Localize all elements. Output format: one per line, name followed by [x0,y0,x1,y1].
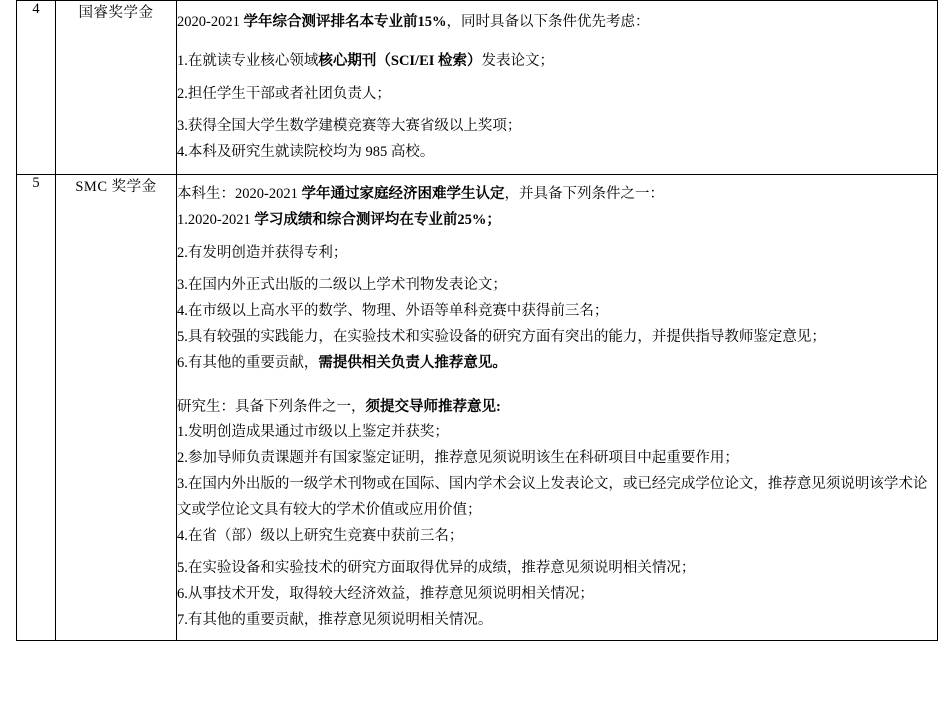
condition-line [177,273,937,299]
text-segment: 2.参加导师负责课题并有国家鉴定证明，推荐意见须说明该生在科研项目中起重要作用； [177,450,739,467]
text-segment: 学年综合测评排名本专业前15% [243,14,447,30]
condition-line [177,556,937,582]
text-segment: 2.担任学生干部或者社团负责人； [177,85,391,102]
row-number: 4 [17,1,56,175]
spacer [177,266,937,273]
condition-line [177,182,937,208]
condition-line [177,325,937,351]
text-segment: 7.有其他的重要贡献，推荐意见须说明相关情况。 [177,611,493,628]
text-segment: 1.发明创造成果通过市级以上鉴定并获奖； [177,424,449,441]
condition-line [177,446,937,472]
text-segment: 本科生：2020-2021 [177,185,302,202]
condition-line [177,208,937,234]
spacer [177,377,937,395]
condition-line [177,420,937,446]
condition-line [177,49,937,75]
condition-line [177,82,937,108]
text-segment: 核心期刊（SCI/EI 检索） [318,52,482,69]
text-segment: 3.在国内外出版的一级学术刊物或在国际、国内学术会议上发表论文，或已经完成学位论文，推荐意见须说明该学术论文或学位论文具有较大的学术价值或应用价值； [177,475,928,518]
text-segment: 学年通过家庭经济困难学生认定 [301,185,505,202]
text-segment: 3.获得全国大学生数学建模竞赛等大赛省级以上奖项； [177,118,522,135]
text-segment: 3.在国内外正式出版的二级以上学术刊物发表论文； [177,277,507,294]
condition-line [177,299,937,325]
text-segment: 学习成绩和综合测评均在专业前25%； [254,211,501,228]
text-segment: 4.本科及研究生就读院校均为 985 高校。 [177,144,435,161]
condition-line [177,241,937,267]
scholarship-name: 国睿奖学金 [56,1,177,175]
text-segment: 4.在市级以上高水平的数学、物理、外语等单科竞赛中获得前三名； [177,303,609,320]
scholarship-conditions [177,1,938,175]
table-row [17,1,938,175]
text-segment: 2.有发明创造并获得专利； [177,244,348,261]
scholarship-name: SMC 奖学金 [56,174,177,640]
condition-line [177,582,937,608]
spacer [177,75,937,82]
text-segment: 研究生：具备下列条件之一， [177,398,366,415]
spacer [177,549,937,556]
spacer [177,234,937,241]
text-segment: 须提交导师推荐意见: [365,398,501,415]
spacer [177,107,937,114]
text-segment: 1.在就读专业核心领域 [177,52,319,69]
row-number: 5 [17,174,56,640]
condition-line [177,351,937,377]
table-body [17,1,938,641]
text-segment: 5.在实验设备和实验技术的研究方面取得优异的成绩，推荐意见须说明相关情况； [177,560,696,577]
condition-line [177,395,937,421]
text-segment: ，并具备下列条件之一： [504,185,664,202]
text-segment: 发表论文； [481,52,555,69]
text-segment: 2020-2021 [177,14,244,30]
scholarship-conditions [177,174,938,640]
table-row [17,174,938,640]
text-segment: 5.具有较强的实践能力，在实验技术和实验设备的研究方面有突出的能力，并提供指导教师鉴定意见； [177,328,826,345]
spacer [177,36,937,49]
condition-line [177,10,937,36]
scholarship-table [16,0,938,641]
text-segment: 1.2020-2021 [177,211,255,228]
text-segment: 4.在省（部）级以上研究生竞赛中获前三名； [177,527,464,544]
text-segment: ，同时具备以下条件优先考虑： [446,14,650,30]
text-segment: 6.有其他的重要贡献， [177,354,319,371]
condition-line [177,114,937,140]
condition-line [177,608,937,634]
text-segment: 6.从事技术开发，取得较大经济效益，推荐意见须说明相关情况； [177,586,594,603]
text-segment: 需提供相关负责人推荐意见。 [318,354,507,371]
condition-line [177,472,937,524]
condition-line [177,140,937,166]
condition-line [177,524,937,550]
